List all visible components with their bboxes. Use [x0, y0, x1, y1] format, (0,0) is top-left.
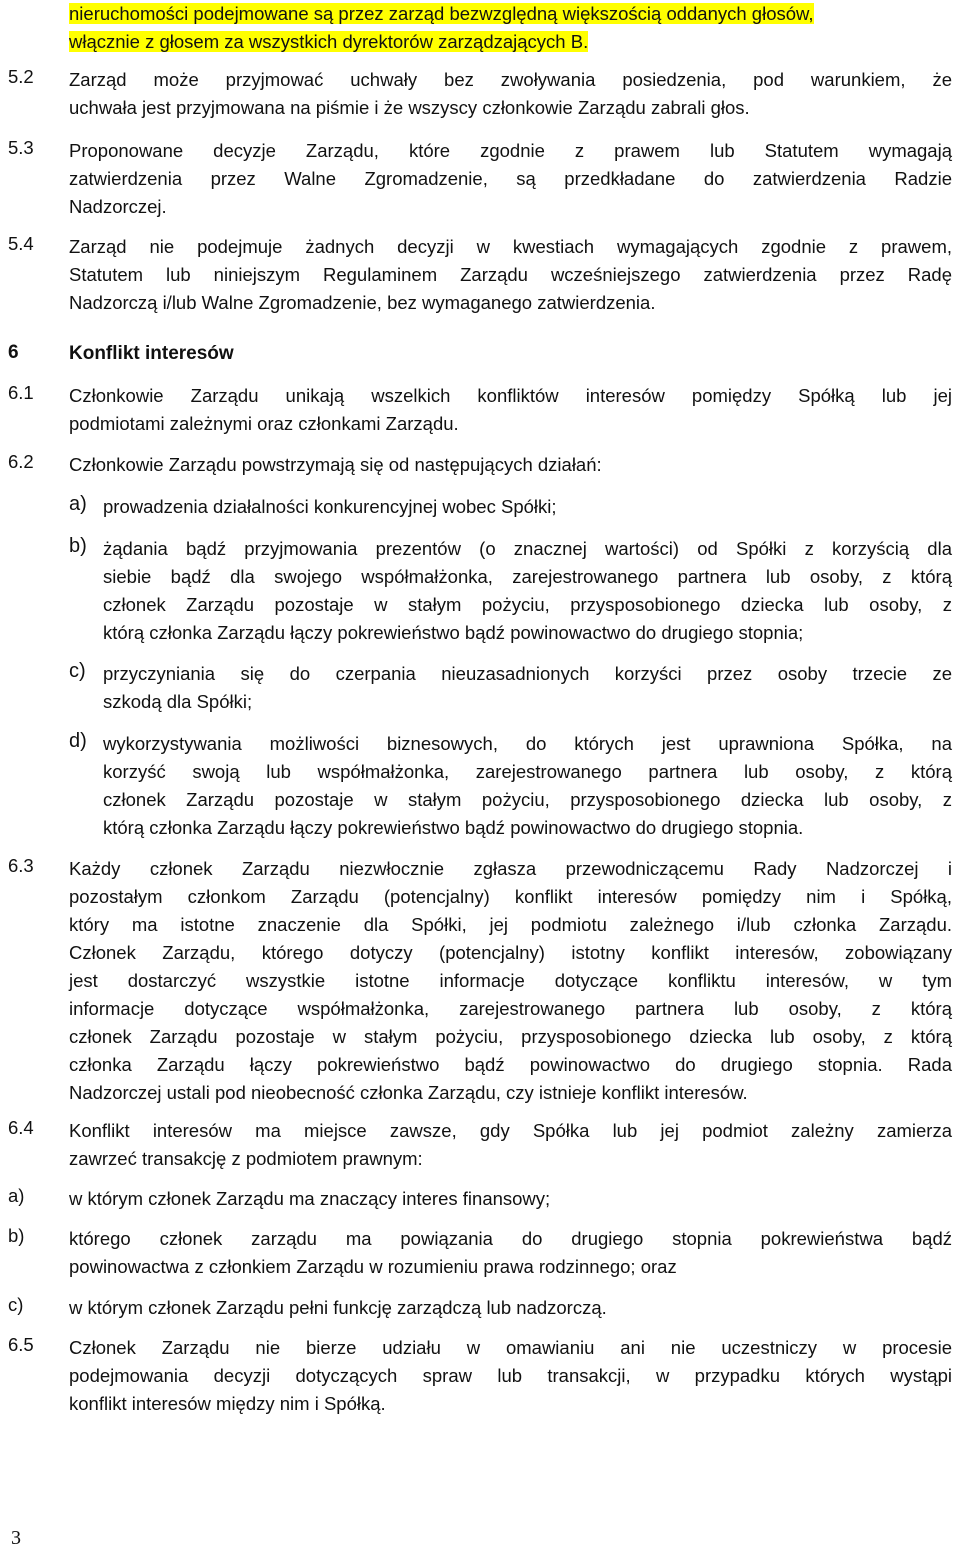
text-line: zatwierdzenia przez Walne Zgromadzenie, są przedkładane do zatwierdzenia Radzie — [69, 168, 952, 189]
paragraph-number: 6.4 — [8, 1117, 34, 1138]
list-letter: b) — [8, 1225, 25, 1246]
text-line: prowadzenia działalności konkurencyjnej wobec Spółki; — [103, 496, 557, 517]
text-line: siebie bądź dla swojego współmałżonka, zarejestrowanego partnera lub osoby, z którą — [103, 566, 952, 587]
text-line: Nadzorczą i/lub Walne Zgromadzenie, bez wymaganego zatwierdzenia. — [69, 292, 656, 313]
text-line: pozostałym członkom Zarządu (potencjalny) konflikt interesów pomiędzy nim i Spółką, — [69, 886, 952, 907]
list-letter: d) — [69, 730, 87, 752]
text-line: którego członek zarządu ma powiązania do drugiego stopnia pokrewieństwa bądź — [69, 1228, 952, 1249]
text-line: uchwała jest przyjmowana na piśmie i że wszyscy członkowie Zarządu zabrali głos. — [69, 97, 750, 118]
list-letter: c) — [69, 660, 86, 682]
text-line: zawrzeć transakcję z podmiotem prawnym: — [69, 1148, 423, 1169]
text-line: członek Zarządu pozostaje w stałym pożyciu, przysposobionego dziecka lub osoby, z — [103, 789, 952, 810]
list-letter: c) — [8, 1294, 24, 1315]
text-line: którą członka Zarządu łączy pokrewieństwo bądź powinowactwo do drugiego stopnia. — [103, 817, 804, 838]
highlighted-line-2: włącznie z głosem za wszystkich dyrektorów zarządzających B. — [69, 31, 589, 52]
text-line: Konflikt interesów ma miejsce zawsze, gdy Spółka lub jej podmiot zależny zamierza — [69, 1120, 952, 1141]
text-line: przyczyniania się do czerpania nieuzasadnionych korzyści przez osoby trzecie ze — [103, 663, 952, 684]
text-line: korzyść swoją lub współmałżonka, zarejestrowanego partnera lub osoby, z którą — [103, 761, 952, 782]
text-line: członek Zarządu pozostaje w stałym pożyciu, przysposobionego dziecka lub osoby, z — [103, 594, 952, 615]
text-line: Zarząd nie podejmuje żadnych decyzji w kwestiach wymagających zgodnie z prawem, — [69, 236, 952, 257]
paragraph-number: 5.3 — [8, 137, 34, 158]
text-line: Proponowane decyzje Zarządu, które zgodnie z prawem lub Statutem wymagają — [69, 140, 952, 161]
text-line: Członek Zarządu nie bierze udziału w omawianiu ani nie uczestniczy w procesie — [69, 1337, 952, 1358]
text-line: konflikt interesów między nim i Spółką. — [69, 1393, 386, 1414]
text-line: szkodą dla Spółki; — [103, 691, 253, 712]
list-letter: a) — [69, 493, 87, 515]
list-letter: a) — [8, 1185, 25, 1206]
text-line: którą członka Zarządu łączy pokrewieństwo bądź powinowactwo do drugiego stopnia; — [103, 622, 804, 643]
paragraph-number: 6.5 — [8, 1334, 34, 1355]
text-line: Każdy członek Zarządu niezwłocznie zgłasza przewodniczącemu Rady Nadzorczej i — [69, 858, 952, 879]
text-line: Członkowie Zarządu unikają wszelkich konfliktów interesów pomiędzy Spółką lub jej — [69, 385, 952, 406]
text-line: w którym członek Zarządu ma znaczący interes finansowy; — [69, 1188, 551, 1209]
paragraph-number: 5.2 — [8, 66, 34, 87]
paragraph-number: 6.2 — [8, 451, 34, 472]
section-title: Konflikt interesów — [69, 343, 234, 364]
text-line: Zarząd może przyjmować uchwały bez zwoływania posiedzenia, pod warunkiem, że — [69, 69, 952, 90]
text-line: który ma istotne znaczenie dla Spółki, jej podmiotu zależnego i/lub członka Zarządu. — [69, 914, 952, 935]
text-line: powinowactwa z członkiem Zarządu w rozumieniu prawa rodzinnego; oraz — [69, 1256, 677, 1277]
text-line: Nadzorczej. — [69, 196, 167, 217]
text-line: jest dostarczyć wszystkie istotne informacje dotyczące konfliktu interesów, w tym — [69, 970, 952, 991]
text-line: Statutem lub niniejszym Regulaminem Zarządu wcześniejszego zatwierdzenia przez Radę — [69, 264, 952, 285]
text-line: w którym członek Zarządu pełni funkcję zarządczą lub nadzorczą. — [69, 1297, 607, 1318]
text-line: Członek Zarządu, którego dotyczy (potencjalny) istotny konflikt interesów, zobowiązany — [69, 942, 952, 963]
text-line: żądania bądź przyjmowania prezentów (o znacznej wartości) od Spółki z korzyścią dla — [103, 538, 952, 559]
text-line: członek Zarządu pozostaje w stałym pożyciu, przysposobionego dziecka lub osoby, z którą — [69, 1026, 952, 1047]
text-line: podmiotami zależnymi oraz członkami Zarządu. — [69, 413, 459, 434]
text-line: Członkowie Zarządu powstrzymają się od następujących działań: — [69, 454, 602, 475]
paragraph-number: 6.1 — [8, 382, 34, 403]
highlighted-line-1: nieruchomości podejmowane są przez zarząd bezwzględną większością oddanych głosów, — [69, 3, 814, 24]
text-line: Nadzorczej ustali pod nieobecność członka Zarządu, czy istnieje konflikt interesów. — [69, 1082, 748, 1103]
text-line: podejmowania decyzji dotyczących spraw lub transakcji, w przypadku których wystąpi — [69, 1365, 952, 1386]
text-line: wykorzystywania możliwości biznesowych, do których jest uprawniona Spółka, na — [103, 733, 952, 754]
text-line: członka Zarządu łączy pokrewieństwo bądź powinowactwo do drugiego stopnia. Rada — [69, 1054, 952, 1075]
paragraph-number: 6.3 — [8, 855, 34, 876]
section-number: 6 — [8, 342, 19, 363]
page-number: 3 — [11, 1527, 21, 1549]
list-letter: b) — [69, 535, 87, 557]
text-line: informacje dotyczące współmałżonka, zarejestrowanego partnera lub osoby, z którą — [69, 998, 952, 1019]
paragraph-number: 5.4 — [8, 233, 34, 254]
